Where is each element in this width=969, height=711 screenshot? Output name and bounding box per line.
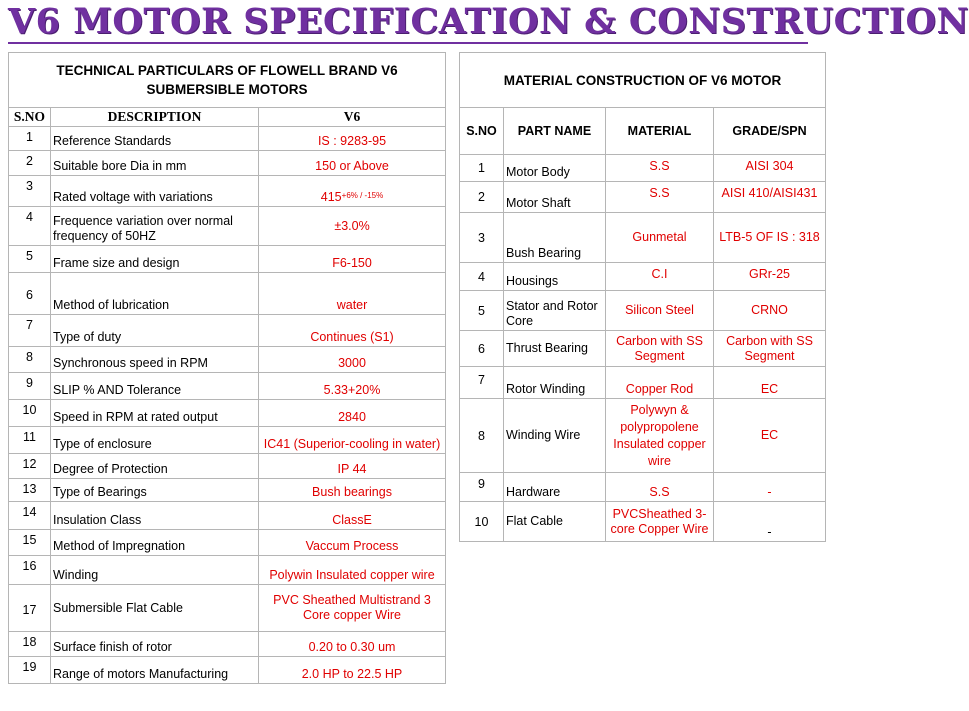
row-description: Surface finish of rotor — [51, 632, 259, 657]
row-value: Vaccum Process — [259, 530, 446, 556]
title-underline — [8, 42, 808, 44]
table-row — [9, 315, 446, 347]
row-sno: 19 — [9, 657, 51, 684]
row-sno: 4 — [460, 263, 504, 291]
table-row — [460, 502, 826, 542]
row-value: F6-150 — [259, 246, 446, 273]
table-row — [460, 182, 826, 213]
col-header-sno: S.NO — [9, 108, 51, 127]
col-header-grade: GRADE/SPN — [714, 108, 826, 155]
row-description: Degree of Protection — [51, 454, 259, 479]
row-value: 5.33+20% — [259, 373, 446, 400]
row-part-name: Motor Body — [504, 155, 606, 182]
row-value: IP 44 — [259, 454, 446, 479]
technical-particulars-table — [8, 52, 446, 684]
row-sno: 5 — [460, 291, 504, 331]
row-value: Continues (S1) — [259, 315, 446, 347]
table-row — [9, 207, 446, 246]
table-row — [9, 585, 446, 632]
row-value: Bush bearings — [259, 479, 446, 502]
row-grade: LTB-5 OF IS : 318 — [714, 213, 826, 263]
row-description: Method of Impregnation — [51, 530, 259, 556]
table-row — [460, 155, 826, 182]
row-material: S.S — [606, 182, 714, 213]
row-sno: 10 — [9, 400, 51, 427]
row-sno: 5 — [9, 246, 51, 273]
rated-voltage-value: 415 — [320, 190, 342, 204]
row-value: Polywin Insulated copper wire — [259, 556, 446, 585]
row-description: Type of duty — [51, 315, 259, 347]
row-grade: AISI 410/AISI431 — [714, 182, 826, 213]
table-row — [460, 263, 826, 291]
row-part-name: Thrust Bearing — [504, 331, 606, 367]
row-description: Type of enclosure — [51, 427, 259, 454]
table-row — [9, 347, 446, 373]
row-grade: - — [714, 473, 826, 502]
table-row — [9, 502, 446, 530]
row-description: Frame size and design — [51, 246, 259, 273]
row-grade: GRr-25 — [714, 263, 826, 291]
row-part-name: Winding Wire — [504, 399, 606, 473]
row-value: IS : 9283-95 — [259, 127, 446, 151]
row-value: 0.20 to 0.30 um — [259, 632, 446, 657]
row-material: Gunmetal — [606, 213, 714, 263]
row-grade: CRNO — [714, 291, 826, 331]
row-material: Polywyn & polypropolene Insulated copper wire — [606, 399, 714, 473]
row-sno: 10 — [460, 502, 504, 542]
material-table-title: MATERIAL CONSTRUCTION OF V6 MOTOR — [460, 53, 826, 108]
row-part-name: Housings — [504, 263, 606, 291]
table-row — [460, 473, 826, 502]
row-part-name: Bush Bearing — [504, 213, 606, 263]
row-grade: - — [714, 502, 826, 542]
row-value: 2.0 HP to 22.5 HP — [259, 657, 446, 684]
table-row — [9, 632, 446, 657]
table-row — [9, 657, 446, 684]
row-material: C.I — [606, 263, 714, 291]
row-description: Rated voltage with variations — [51, 176, 259, 207]
table-row — [9, 400, 446, 427]
row-sno: 6 — [460, 331, 504, 367]
row-value: 150 or Above — [259, 151, 446, 176]
table-row — [9, 427, 446, 454]
table-row — [9, 176, 446, 207]
row-value: PVC Sheathed Multistrand 3 Core copper Wire — [259, 585, 446, 632]
row-sno: 12 — [9, 454, 51, 479]
row-sno: 1 — [9, 127, 51, 151]
row-material: S.S — [606, 473, 714, 502]
row-description: Range of motors Manufacturing — [51, 657, 259, 684]
row-description: SLIP % AND Tolerance — [51, 373, 259, 400]
table-row — [460, 213, 826, 263]
row-grade: EC — [714, 367, 826, 399]
table-row — [460, 331, 826, 367]
row-description: Submersible Flat Cable — [51, 585, 259, 632]
row-sno: 2 — [460, 182, 504, 213]
col-header-v6: V6 — [259, 108, 446, 127]
row-sno: 3 — [9, 176, 51, 207]
table-row — [9, 454, 446, 479]
row-part-name: Motor Shaft — [504, 182, 606, 213]
row-description: Speed in RPM at rated output — [51, 400, 259, 427]
row-sno: 6 — [9, 273, 51, 315]
row-sno: 14 — [9, 502, 51, 530]
table-row — [9, 479, 446, 502]
row-sno: 1 — [460, 155, 504, 182]
row-value: 3000 — [259, 347, 446, 373]
col-header-sno: S.NO — [460, 108, 504, 155]
table-row — [9, 273, 446, 315]
row-description: Insulation Class — [51, 502, 259, 530]
row-sno: 4 — [9, 207, 51, 246]
row-description: Winding — [51, 556, 259, 585]
table-row — [9, 246, 446, 273]
row-part-name: Flat Cable — [504, 502, 606, 542]
row-part-name: Stator and Rotor Core — [504, 291, 606, 331]
table-row — [9, 373, 446, 400]
row-sno: 8 — [460, 399, 504, 473]
row-sno: 7 — [460, 367, 504, 399]
row-description: Synchronous speed in RPM — [51, 347, 259, 373]
row-sno: 7 — [9, 315, 51, 347]
row-material: Silicon Steel — [606, 291, 714, 331]
row-material: PVCSheathed 3-core Copper Wire — [606, 502, 714, 542]
col-header-description: DESCRIPTION — [51, 108, 259, 127]
row-sno: 13 — [9, 479, 51, 502]
row-value: 2840 — [259, 400, 446, 427]
col-header-part-name: PART NAME — [504, 108, 606, 155]
row-sno: 9 — [460, 473, 504, 502]
row-description: Reference Standards — [51, 127, 259, 151]
col-header-material: MATERIAL — [606, 108, 714, 155]
row-sno: 8 — [9, 347, 51, 373]
row-description: Frequence variation over normal frequency of 50HZ — [51, 207, 259, 246]
row-value: water — [259, 273, 446, 315]
row-sno: 11 — [9, 427, 51, 454]
table-row — [9, 556, 446, 585]
row-sno: 17 — [9, 585, 51, 632]
row-value — [259, 176, 446, 207]
page-title: V6 MOTOR SPECIFICATION & CONSTRUCTION — [8, 1, 969, 42]
row-grade: AISI 304 — [714, 155, 826, 182]
row-value: ±3.0% — [259, 207, 446, 246]
row-description: Suitable bore Dia in mm — [51, 151, 259, 176]
material-construction-table — [459, 52, 826, 542]
rated-voltage-tolerance: +6% / -15% — [341, 191, 384, 200]
technical-table-title: TECHNICAL PARTICULARS OF FLOWELL BRAND V6 SUBMERSIBLE MOTORS — [9, 53, 446, 108]
table-row — [460, 367, 826, 399]
row-sno: 9 — [9, 373, 51, 400]
table-row — [9, 530, 446, 556]
row-sno: 15 — [9, 530, 51, 556]
row-material: S.S — [606, 155, 714, 182]
row-part-name: Rotor Winding — [504, 367, 606, 399]
row-sno: 18 — [9, 632, 51, 657]
row-description: Type of Bearings — [51, 479, 259, 502]
table-row — [460, 399, 826, 473]
row-sno: 2 — [9, 151, 51, 176]
row-sno: 16 — [9, 556, 51, 585]
row-grade: EC — [714, 399, 826, 473]
row-value: IC41 (Superior-cooling in water) — [259, 427, 446, 454]
row-sno: 3 — [460, 213, 504, 263]
row-grade: Carbon with SS Segment — [714, 331, 826, 367]
row-material: Copper Rod — [606, 367, 714, 399]
row-part-name: Hardware — [504, 473, 606, 502]
row-description: Method of lubrication — [51, 273, 259, 315]
row-material: Carbon with SS Segment — [606, 331, 714, 367]
table-row — [9, 127, 446, 151]
table-row — [460, 291, 826, 331]
row-value: ClassE — [259, 502, 446, 530]
table-row — [9, 151, 446, 176]
